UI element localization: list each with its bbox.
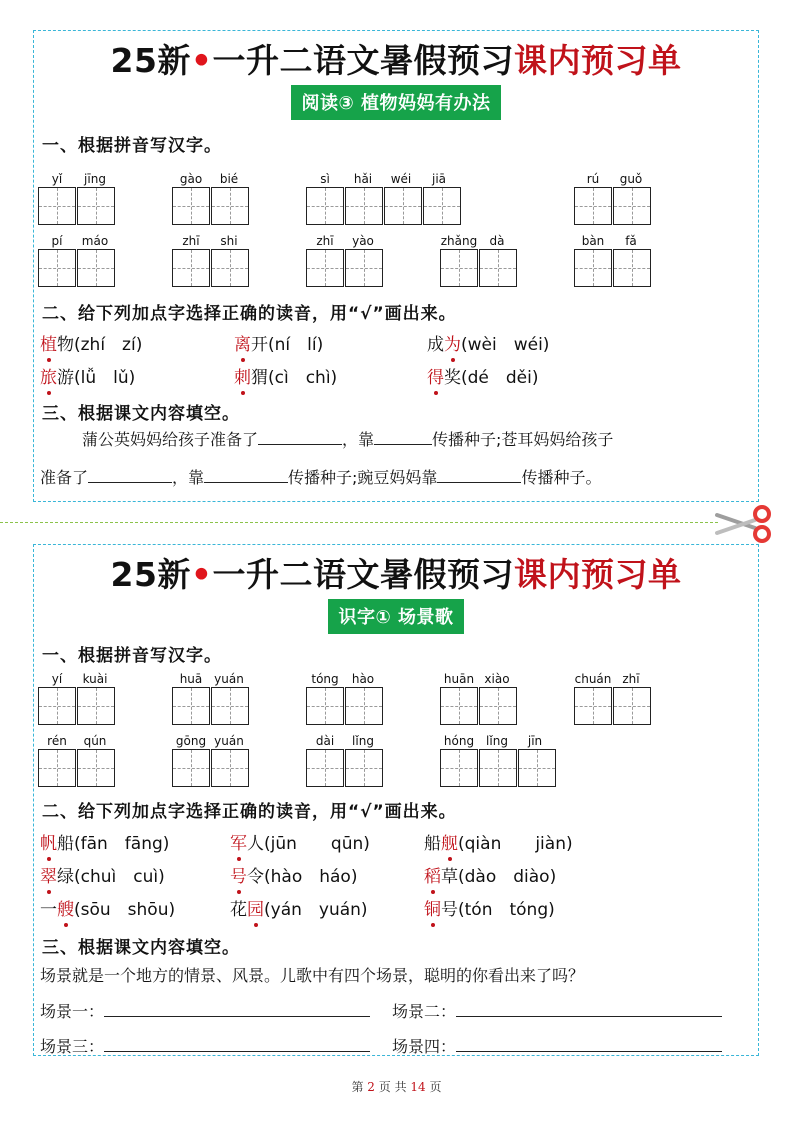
- worksheet-card-reading: [33, 30, 759, 502]
- writing-box[interactable]: [77, 749, 115, 787]
- lesson-name: 阅读③ 植物妈妈有办法: [291, 85, 500, 120]
- writing-box[interactable]: [77, 249, 115, 287]
- reading-choice[interactable]: 军人(jūn qūn): [230, 834, 370, 854]
- writing-box[interactable]: [38, 249, 76, 287]
- fill-blank[interactable]: [374, 426, 432, 445]
- writing-box[interactable]: [479, 749, 517, 787]
- writing-box[interactable]: [306, 187, 344, 225]
- reading-choice[interactable]: 铜号(tón tóng): [424, 900, 555, 920]
- worksheet-card-literacy: [33, 544, 759, 1056]
- lesson-badge: [34, 599, 758, 634]
- writing-box[interactable]: [172, 187, 210, 225]
- pinyin-word: zhǎng dà: [440, 233, 518, 287]
- writing-box[interactable]: [345, 187, 383, 225]
- writing-box[interactable]: [77, 687, 115, 725]
- scene-blank[interactable]: [456, 998, 722, 1017]
- reading-choice[interactable]: 船舰(qiàn jiàn): [424, 834, 573, 854]
- pinyin-word: dài lǐng: [306, 733, 384, 787]
- section-heading-fill: 三、根据课文内容填空。: [42, 938, 240, 958]
- pinyin-word: bàn fǎ: [574, 233, 652, 287]
- writing-box[interactable]: [38, 187, 76, 225]
- writing-box[interactable]: [518, 749, 556, 787]
- reading-choice[interactable]: 号令(hào háo): [230, 867, 358, 887]
- pinyin-word: gōng yuán: [172, 733, 250, 787]
- writing-box[interactable]: [613, 187, 651, 225]
- writing-box[interactable]: [440, 687, 478, 725]
- pinyin-word: gào bié: [172, 171, 250, 225]
- reading-choice[interactable]: 稻草(dào diào): [424, 867, 557, 887]
- scene-line: 场景四：: [392, 1030, 722, 1064]
- fill-paragraph-line: 准备了 ，靠 传播种子;豌豆妈妈靠 传播种子。: [40, 461, 601, 495]
- writing-box[interactable]: [574, 249, 612, 287]
- reading-choice[interactable]: 成为(wèi wéi): [427, 335, 550, 355]
- writing-box[interactable]: [440, 249, 478, 287]
- cut-line: [0, 522, 718, 523]
- title-dot: •: [190, 41, 213, 80]
- writing-box[interactable]: [479, 249, 517, 287]
- writing-box[interactable]: [211, 749, 249, 787]
- fill-blank[interactable]: [88, 464, 172, 483]
- writing-box[interactable]: [613, 687, 651, 725]
- title-year: 25新: [110, 555, 191, 594]
- reading-choice[interactable]: 翠绿(chuì cuì): [40, 867, 165, 887]
- pinyin-word: rén qún: [38, 733, 116, 787]
- scene-blank[interactable]: [104, 998, 370, 1017]
- writing-box[interactable]: [574, 187, 612, 225]
- writing-box[interactable]: [440, 749, 478, 787]
- title-red: 课内预习单: [514, 555, 682, 594]
- fill-blank[interactable]: [258, 426, 342, 445]
- fill-blank[interactable]: [204, 464, 288, 483]
- title-main: 一升二语文暑假预习: [212, 555, 515, 594]
- writing-box[interactable]: [345, 249, 383, 287]
- lesson-name: 识字① 场景歌: [328, 599, 463, 634]
- writing-box[interactable]: [345, 687, 383, 725]
- section-heading-pinyin: 一、根据拼音写汉字。: [42, 136, 222, 156]
- pinyin-word: pí máo: [38, 233, 116, 287]
- pinyin-word: yǐ jīng: [38, 171, 116, 225]
- worksheet-title: [34, 35, 758, 82]
- fill-blank[interactable]: [437, 464, 521, 483]
- scene-line: 场景一：: [40, 995, 370, 1029]
- writing-box[interactable]: [479, 687, 517, 725]
- worksheet-title: [34, 549, 758, 596]
- writing-box[interactable]: [172, 687, 210, 725]
- fill-paragraph-line: 蒲公英妈妈给孩子准备了 ，靠 传播种子;苍耳妈妈给孩子: [82, 423, 613, 457]
- intro-text: 场景就是一个地方的情景、风景。儿歌中有四个场景，聪明的你看出来了吗？: [40, 966, 585, 985]
- writing-box[interactable]: [384, 187, 422, 225]
- writing-box[interactable]: [172, 749, 210, 787]
- page-number: 2: [367, 1080, 375, 1094]
- pinyin-word: sì hǎi wéi jiā: [306, 171, 462, 225]
- writing-box[interactable]: [345, 749, 383, 787]
- title-main: 一升二语文暑假预习: [212, 41, 515, 80]
- writing-box[interactable]: [211, 187, 249, 225]
- reading-choice[interactable]: 离开(ní lí): [234, 335, 324, 355]
- writing-box[interactable]: [77, 187, 115, 225]
- pinyin-word: tóng hào: [306, 671, 384, 725]
- page-footer: 第 2 页 共 14 页: [351, 1080, 442, 1094]
- page-total: 14: [410, 1080, 426, 1094]
- lesson-badge: [34, 85, 758, 120]
- writing-box[interactable]: [306, 749, 344, 787]
- title-red: 课内预习单: [514, 41, 682, 80]
- reading-choice[interactable]: 花园(yán yuán): [230, 900, 368, 920]
- scene-line: 场景二：: [392, 995, 722, 1029]
- section-heading-pinyin: 一、根据拼音写汉字。: [42, 646, 222, 666]
- pinyin-word: yí kuài: [38, 671, 116, 725]
- writing-box[interactable]: [306, 249, 344, 287]
- section-heading-reading: 二、给下列加点字选择正确的读音，用“√”画出来。: [42, 802, 457, 822]
- pinyin-word: huā yuán: [172, 671, 250, 725]
- writing-box[interactable]: [172, 249, 210, 287]
- writing-box[interactable]: [613, 249, 651, 287]
- section-heading-fill: 三、根据课文内容填空。: [42, 404, 240, 424]
- scene-blank[interactable]: [456, 1033, 722, 1052]
- scene-line: 场景三：: [40, 1030, 370, 1064]
- reading-choice[interactable]: 植物(zhí zí): [40, 335, 143, 355]
- reading-choice[interactable]: 得奖(dé děi): [427, 368, 539, 388]
- scissors-icon: [715, 502, 775, 550]
- writing-box[interactable]: [38, 687, 76, 725]
- writing-box[interactable]: [38, 749, 76, 787]
- reading-choice[interactable]: 帆船(fān fāng): [40, 834, 170, 854]
- reading-choice[interactable]: 刺猬(cì chì): [234, 368, 338, 388]
- writing-box[interactable]: [574, 687, 612, 725]
- pinyin-word: zhī shi: [172, 233, 250, 287]
- title-dot: •: [190, 555, 213, 594]
- pinyin-word: hóng lǐng jīn: [440, 733, 557, 787]
- pinyin-word: zhī yào: [306, 233, 384, 287]
- writing-box[interactable]: [211, 249, 249, 287]
- writing-box[interactable]: [306, 687, 344, 725]
- writing-box[interactable]: [211, 687, 249, 725]
- pinyin-word: rú guǒ: [574, 171, 652, 225]
- section-heading-reading: 二、给下列加点字选择正确的读音，用“√”画出来。: [42, 304, 457, 324]
- scene-blank[interactable]: [104, 1033, 370, 1052]
- pinyin-word: huān xiào: [440, 671, 518, 725]
- writing-box[interactable]: [423, 187, 461, 225]
- title-year: 25新: [110, 41, 191, 80]
- reading-choice[interactable]: 旅游(lǚ lǔ): [40, 368, 136, 388]
- pinyin-word: chuán zhī: [574, 671, 652, 725]
- reading-choice[interactable]: 一艘(sōu shōu): [40, 900, 176, 920]
